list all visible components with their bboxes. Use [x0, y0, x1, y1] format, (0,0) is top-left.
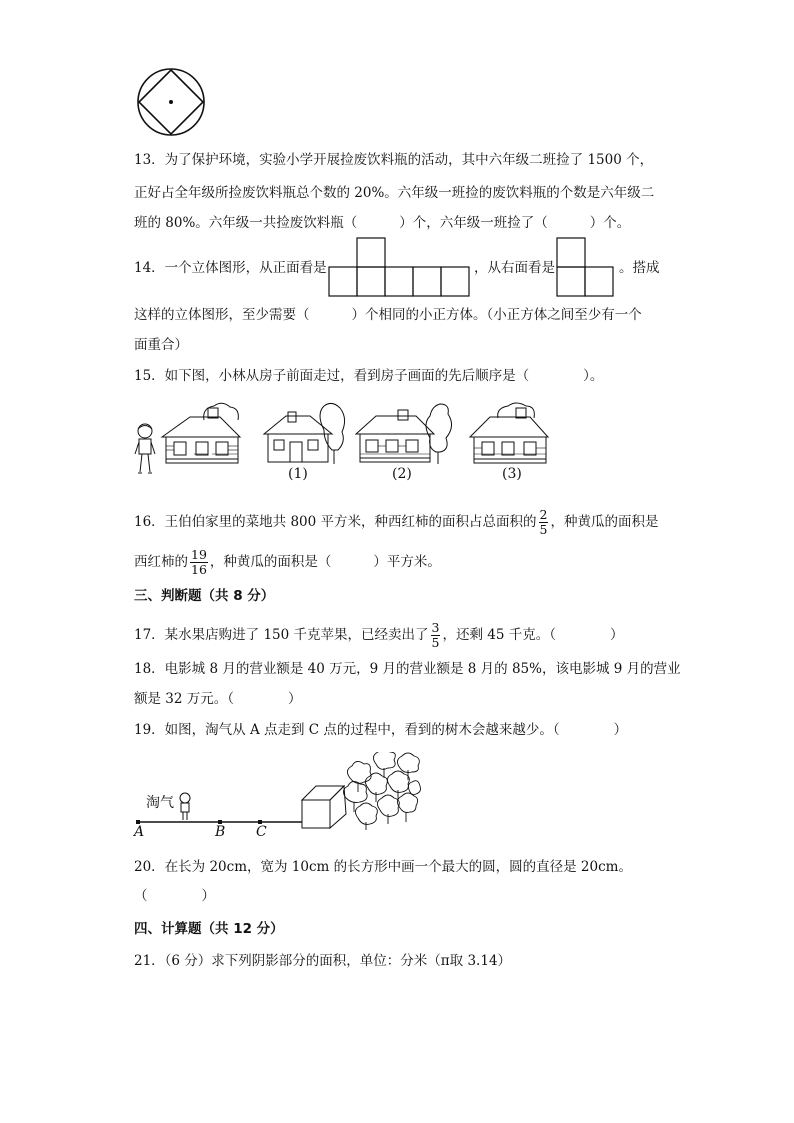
q20-line2: （ ） — [134, 888, 215, 904]
q13-line3-c: ）个。 — [589, 215, 631, 231]
q16-line2-c: ）平方米。 — [373, 554, 441, 570]
caption-3: (3) — [502, 466, 522, 482]
q14-line1-b: ，从右面看是 — [474, 260, 555, 276]
q14-line1-a: 14．一个立体图形，从正面看是 — [134, 260, 327, 276]
q16-line1-b: ，种黄瓜的面积是 — [550, 514, 659, 530]
q20-line1: 20．在长为 20cm，宽为 10cm 的长方形中画一个最大的圆，圆的直径是 20cm。 — [134, 859, 632, 875]
fraction-three-fifths: $\frac{3}{5}$ — [431, 620, 440, 650]
q21-text: 21．（6 分）求下列阴影部分的面积，单位：分米（π取 3.14） — [134, 953, 512, 969]
section-4-heading: 四、计算题（共 12 分） — [134, 921, 284, 937]
house-figure-2 — [354, 402, 460, 466]
q16-line2-a: 西红柿的 — [134, 554, 188, 570]
q16-line2 — [134, 548, 441, 577]
q17-line — [134, 621, 624, 650]
q14-line2 — [134, 305, 642, 325]
house-figure-3 — [468, 402, 552, 466]
q13-line3-a: 班的 80%。六年级一共捡废饮料瓶（ — [134, 215, 358, 231]
q15-text: 15．如下图，小林从房子前面走过，看到房子画面的先后顺序是（ ）。 — [134, 368, 604, 384]
fraction-19-16: $\frac{19}{16}$ — [191, 547, 207, 577]
walk-path-figure — [132, 752, 424, 836]
q13-line3 — [134, 213, 630, 233]
house-figure-1 — [262, 402, 350, 466]
q19-text: 19．如图，淘气从 A 点走到 C 点的过程中，看到的树木会越来越少。（ ） — [134, 722, 628, 738]
q14-line3: 面重合） — [134, 337, 188, 353]
house-figure-start — [160, 402, 244, 466]
q14-line2-b: ）个相同的小正方体。（小正方体之间至少有一个 — [351, 307, 642, 323]
q18-line1: 18．电影城 8 月的营业额是 40 万元，9 月的营业额是 8 月的 85%，该电影城 9 月的营业 — [134, 661, 681, 677]
q17-a: 17．某水果店购进了 150 千克苹果，已经卖出了 — [134, 627, 429, 643]
q14-line2-a: 这样的立体图形，至少需要（ — [134, 307, 310, 323]
q13-line3-b: ）个，六年级一班捡了（ — [399, 215, 548, 231]
circle-square-figure — [134, 66, 210, 142]
q13-line1: 13．为了保护环境，实验小学开展捡废饮料瓶的活动，其中六年级二班捡了 1500 个， — [134, 152, 654, 168]
q17-b: ，还剩 45 千克。（ ） — [442, 627, 624, 643]
boy-figure — [132, 422, 158, 478]
caption-1: (1) — [288, 466, 308, 482]
q18-line2: 额是 32 万元。（ ） — [134, 691, 302, 707]
q16-line1 — [134, 508, 658, 537]
fraction-two-fifths: $\frac{2}{5}$ — [539, 507, 548, 537]
point-c-label: C — [256, 824, 267, 840]
q16-line2-b: ，种黄瓜的面积是（ — [209, 554, 332, 570]
point-a-label: A — [134, 824, 145, 840]
section-3-heading: 三、判断题（共 8 分） — [134, 588, 275, 604]
q13-line2: 正好占全年级所捡废饮料瓶总个数的 20%。六年级一班捡的废饮料瓶的个数是六年级二 — [134, 185, 655, 201]
point-b-label: B — [215, 824, 226, 840]
front-view-figure — [328, 237, 474, 299]
q14-line1-c: 。搭成 — [619, 260, 660, 276]
q16-line1-a: 16．王伯伯家里的菜地共 800 平方米，种西红柿的面积占总面积的 — [134, 514, 537, 530]
right-view-figure — [556, 237, 618, 299]
taoqi-name: 淘气 — [146, 795, 174, 811]
caption-2: (2) — [392, 466, 412, 482]
